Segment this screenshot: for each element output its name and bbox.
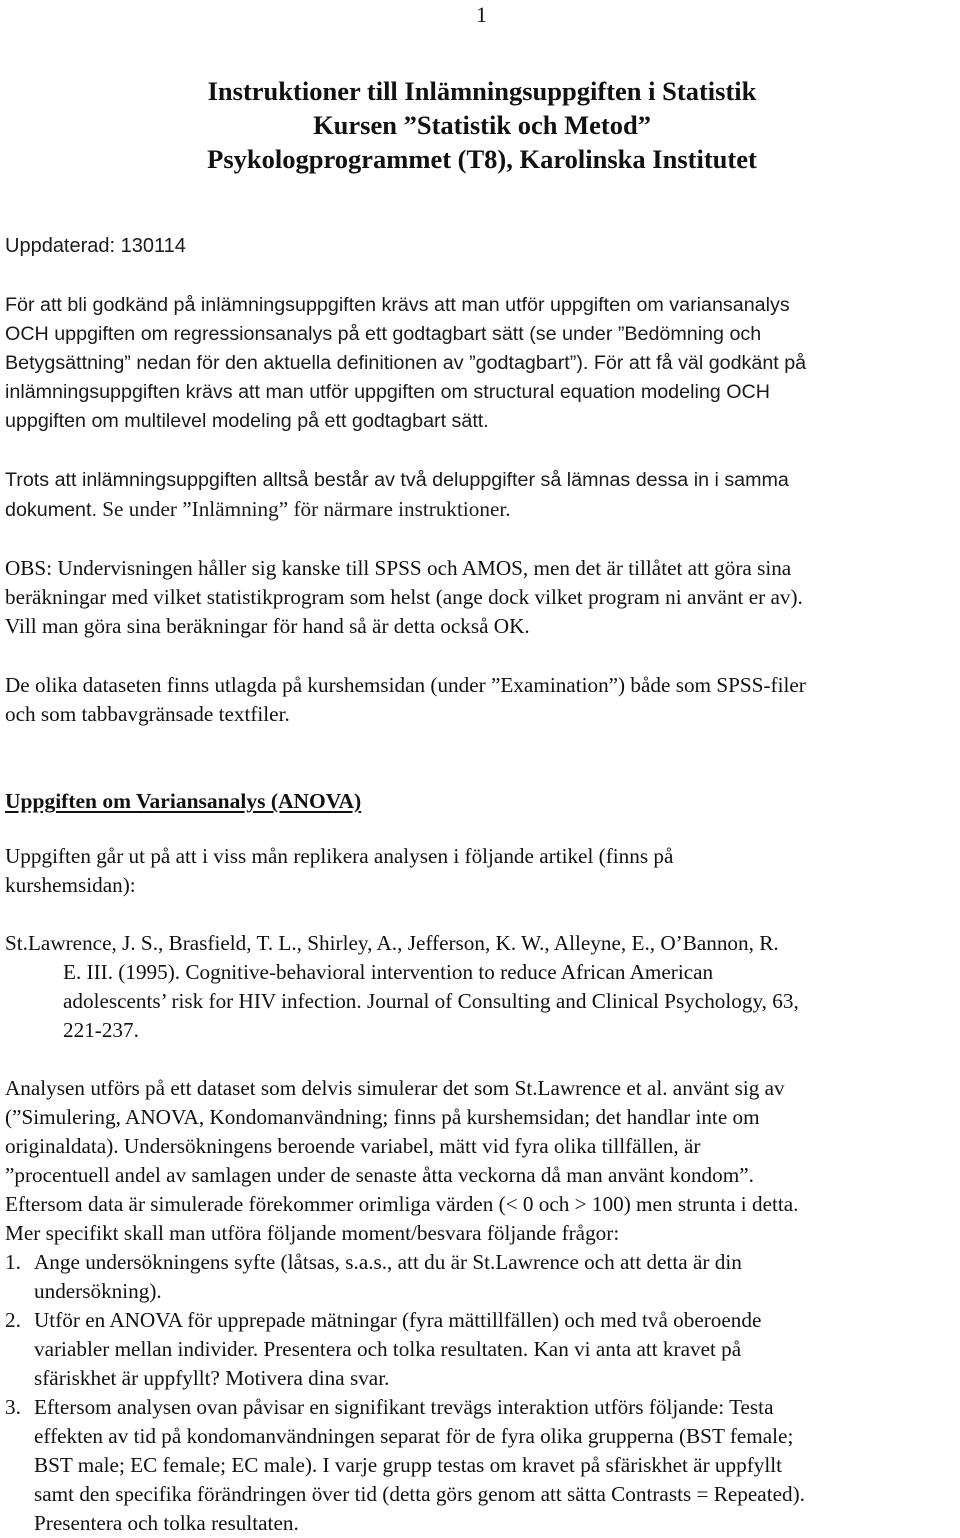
analysis-paragraph [5, 1074, 960, 1248]
obs-line: Vill man göra sina beräkningar för hand så är detta också OK. [5, 614, 530, 638]
trots-paragraph [5, 466, 955, 525]
reference-line: E. III. (1995). Cognitive-behavioral intervention to reduce African American [63, 960, 714, 984]
list-item-number: 3. [5, 1395, 21, 1419]
intro-line: För att bli godkänd på inlämningsuppgiften krävs att man utför uppgiften om variansanalys [5, 294, 790, 316]
reference-line: St.Lawrence, J. S., Brasfield, T. L., Shirley, A., Jefferson, K. W., Alleyne, E., O’Bannon, R. [5, 931, 779, 955]
list-item [5, 1393, 960, 1538]
list-item-line: Utför en ANOVA för upprepade mätningar (fyra mättillfällen) och med två oberoende [34, 1308, 762, 1332]
list-item-line: Ange undersökningens syfte (låtsas, s.a.s., att du är St.Lawrence och att detta är din [34, 1250, 742, 1274]
anova-intro-line: Uppgiften går ut på att i viss mån replikera analysen i följande artikel (finns på [5, 844, 674, 868]
intro-line: uppgiften om multilevel modeling på ett godtagbart sätt. [5, 410, 489, 432]
trots-line: Trots att inlämningsuppgiften alltså består av två deluppgifter så lämnas dessa in i samma [5, 469, 789, 491]
analysis-line: Mer specifikt skall man utföra följande moment/besvara följande frågor: [5, 1221, 620, 1245]
trots-line-end: Se under ”Inlämning” för närmare instruktioner. [96, 497, 511, 521]
reference-line: adolescents’ risk for HIV infection. Journal of Consulting and Clinical Psychology, 63, [63, 989, 799, 1013]
title-line-3: Psykologprogrammet (T8), Karolinska Institutet [207, 144, 757, 174]
list-item [5, 1248, 960, 1306]
list-item-line: sfäriskhet är uppfyllt? Motivera dina svar. [34, 1366, 390, 1390]
list-item-line: effekten av tid på kondomanvändningen separat för de fyra olika grupperna (BST female; [34, 1424, 794, 1448]
datasets-paragraph [5, 671, 960, 729]
document-title [0, 74, 960, 176]
page-number: 1 [476, 2, 487, 27]
task-list [5, 1248, 960, 1538]
updated-date: Uppdaterad: 130114 [5, 235, 186, 257]
title-line-2: Kursen ”Statistik och Metod” [313, 110, 651, 140]
anova-heading: Uppgiften om Variansanalys (ANOVA) [5, 789, 362, 813]
list-item-line: undersökning). [34, 1279, 162, 1303]
list-item-number: 1. [5, 1250, 21, 1274]
reference-citation [5, 929, 960, 1045]
intro-line: inlämningsuppgiften krävs att man utför uppgiften om structural equation modeling OCH [5, 381, 770, 403]
list-item-line: samt den specifika förändringen över tid (detta görs genom att sätta Contrasts = Repeated). [34, 1482, 805, 1506]
anova-intro-line: kurshemsidan): [5, 873, 136, 897]
obs-line: beräkningar med vilket statistikprogram som helst (ange dock vilket program ni använt er av). [5, 585, 803, 609]
list-item-line: Eftersom analysen ovan påvisar en signifikant trevägs interaktion utförs följande: Testa [34, 1395, 774, 1419]
analysis-line: Eftersom data är simulerade förekommer orimliga värden (< 0 och > 100) men strunta i detta. [5, 1192, 799, 1216]
analysis-line: ”procentuell andel av samlagen under de senaste åtta veckorna då man använt kondom”. [5, 1163, 754, 1187]
list-item-line: Presentera och tolka resultaten. [34, 1511, 299, 1535]
anova-intro-paragraph [5, 842, 960, 900]
list-item [5, 1306, 960, 1393]
datasets-line: och som tabbavgränsade textfiler. [5, 702, 290, 726]
trots-line [5, 495, 955, 525]
obs-line: OBS: Undervisningen håller sig kanske till SPSS och AMOS, men det är tillåtet att göra sina [5, 556, 792, 580]
title-line-1: Instruktioner till Inlämningsuppgiften i Statistik [207, 76, 757, 106]
list-item-line: variabler mellan individer. Presentera och tolka resultaten. Kan vi anta att kravet på [34, 1337, 742, 1361]
reference-line: 221-237. [63, 1018, 139, 1042]
intro-line: OCH uppgiften om regressionsanalys på ett godtagbart sätt (se under ”Bedömning och [5, 323, 762, 345]
trots-line-start: dokument. [5, 499, 97, 521]
intro-paragraph [5, 291, 955, 436]
analysis-line: Analysen utförs på ett dataset som delvis simulerar det som St.Lawrence et al. använt sig av [5, 1076, 785, 1100]
intro-line: Betygsättning” nedan för den aktuella definitionen av ”godtagbart”). För att få väl godkänt på [5, 352, 807, 374]
list-item-line: BST male; EC female; EC male). I varje grupp testas om kravet på sfäriskhet är uppfyllt [34, 1453, 783, 1477]
datasets-line: De olika dataseten finns utlagda på kurshemsidan (under ”Examination”) både som SPSS-filer [5, 673, 806, 697]
obs-paragraph [5, 554, 960, 641]
analysis-line: originaldata). Undersökningens beroende variabel, mätt vid fyra olika tillfällen, är [5, 1134, 701, 1158]
analysis-line: (”Simulering, ANOVA, Kondomanvändning; finns på kurshemsidan; det handlar inte om [5, 1105, 760, 1129]
list-item-number: 2. [5, 1308, 21, 1332]
